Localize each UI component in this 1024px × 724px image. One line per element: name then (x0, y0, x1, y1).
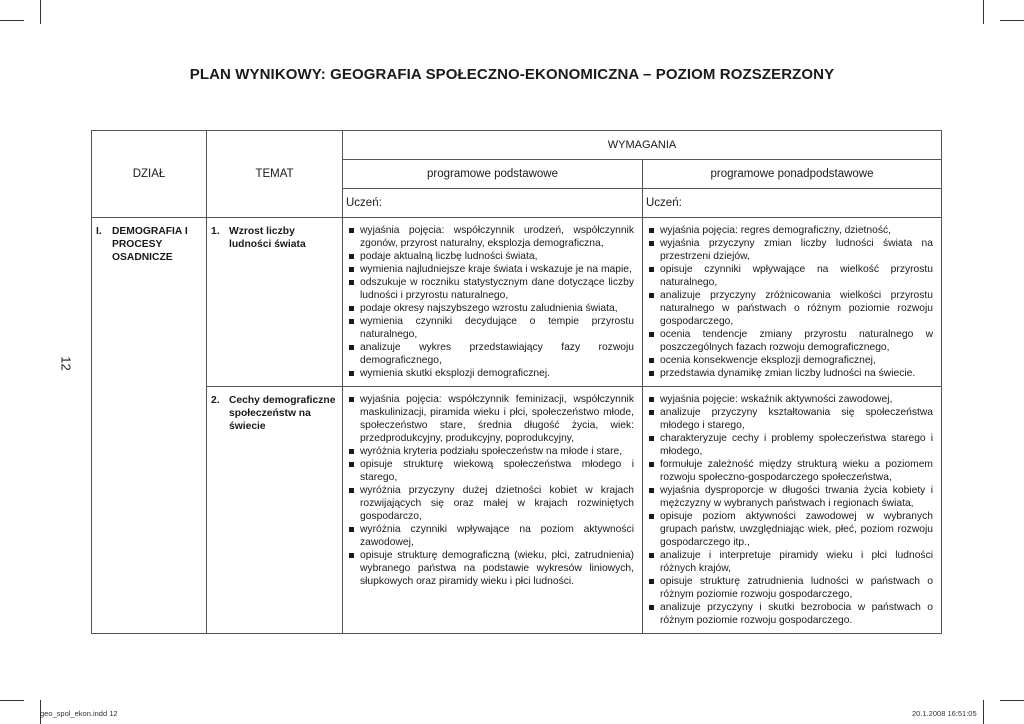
requirement-item: wyjaśnia pojęcia: regres demograficzny, dzietność, (647, 224, 933, 237)
requirement-item: formułuje zależność między strukturą wieku a poziomem rozwoju społeczno-gospodarczego społeczeństwa, (647, 458, 933, 484)
requirement-item: opisuje czynniki wpływające na wielkość przyrostu naturalnego, (647, 263, 933, 289)
table-row (92, 218, 942, 387)
requirement-item: analizuje wykres przedstawiający fazy rozwoju demograficznego, (347, 341, 634, 367)
requirement-item: wyjaśnia pojęcia: współczynnik urodzeń, współczynnik zgonów, przyrost naturalny, eksplozja demograficzna, (347, 224, 634, 250)
table-row (92, 387, 942, 634)
requirement-item: analizuje przyczyny i skutki bezrobocia w państwach o różnym poziomie rozwoju gospodarczego. (647, 601, 933, 627)
advanced-requirements-cell (643, 218, 942, 387)
requirement-item: opisuje strukturę zatrudnienia ludności w państwach o różnym poziomie rozwoju gospodarczego, (647, 575, 933, 601)
requirement-item: analizuje przyczyny kształtowania się społeczeństwa młodego i starego, (647, 406, 933, 432)
crop-mark (983, 0, 984, 24)
advanced-requirements-cell (643, 387, 942, 634)
crop-mark (40, 0, 41, 24)
basic-requirements-cell (343, 387, 643, 634)
header-advanced: programowe ponadpodstawowe (643, 160, 942, 189)
topic-cell (207, 218, 343, 387)
requirement-item: podaje aktualną liczbę ludności świata, (347, 250, 634, 263)
section-cell (92, 218, 207, 634)
crop-mark (0, 20, 24, 21)
header-uczen-advanced: Uczeń: (643, 189, 942, 218)
requirement-item: wymienia skutki eksplozji demograficznej. (347, 367, 634, 380)
header-basic: programowe podstawowe (343, 160, 643, 189)
requirement-item: odszukuje w roczniku statystycznym dane dotyczące liczby ludności i przyrostu naturalnego, (347, 276, 634, 302)
crop-mark (1000, 20, 1024, 21)
crop-mark (0, 700, 24, 701)
page-title: PLAN WYNIKOWY: GEOGRAFIA SPOŁECZNO-EKONOMICZNA – POZIOM ROZSZERZONY (189, 66, 835, 83)
requirement-item: opisuje poziom aktywności zawodowej w wybranych grupach państw, uwzględniając wiek, płeć, poziom rozwoju gospodarczego itp., (647, 510, 933, 549)
section-number: I. (96, 226, 102, 237)
requirement-item: wyjaśnia dysproporcje w długości trwania życia kobiety i mężczyzny w wybranych państwach i regionach świata, (647, 484, 933, 510)
requirement-item: analizuje i interpretuje piramidy wieku i płci ludności różnych krajów, (647, 549, 933, 575)
requirement-item: opisuje strukturę wiekową społeczeństwa młodego i starego, (347, 458, 634, 484)
requirement-item: wymienia czynniki decydujące o tempie przyrostu naturalnego, (347, 315, 634, 341)
requirements-list (347, 224, 634, 380)
topic-name: Cechy demograficzne społeczeństw na świecie (229, 395, 336, 432)
topic-cell (207, 387, 343, 634)
header-row (92, 131, 942, 160)
requirement-item: wymienia najludniejsze kraje świata i wskazuje je na mapie, (347, 263, 634, 276)
requirements-list (647, 224, 933, 380)
requirement-item: przedstawia dynamikę zmian liczby ludności na świecie. (647, 367, 933, 380)
header-uczen-basic: Uczeń: (343, 189, 643, 218)
header-temat: TEMAT (207, 131, 343, 218)
requirement-item: wyróżnia czynniki wpływające na poziom aktywności zawodowej, (347, 523, 634, 549)
section-name: DEMOGRAFIA I PROCESY OSADNICZE (112, 226, 188, 263)
requirement-item: podaje okresy najszybszego wzrostu zaludnienia świata, (347, 302, 634, 315)
requirement-item: opisuje strukturę demograficzną (wieku, płci, zatrudnienia) wybranego państwa na podstawie wykresów liniowych, słupkowych oraz piramidy wieku i płci ludności. (347, 549, 634, 588)
requirement-item: wyróżnia przyczyny dużej dzietności kobiet w krajach rozwijających się oraz małej w krajach rozwiniętych gospodarczo, (347, 484, 634, 523)
requirement-item: charakteryzuje cechy i problemy społeczeństwa starego i młodego, (647, 432, 933, 458)
header-wymagania: WYMAGANIA (343, 131, 942, 160)
header-dzial: DZIAŁ (92, 131, 207, 218)
topic-number: 2. (211, 395, 220, 406)
crop-mark (1000, 700, 1024, 701)
basic-requirements-cell (343, 218, 643, 387)
plan-table (91, 130, 942, 634)
requirement-item: wyjaśnia przyczyny zmian liczby ludności świata na przestrzeni dziejów, (647, 237, 933, 263)
requirement-item: analizuje przyczyny zróżnicowania wielkości przyrostu naturalnego w państwach o różnym poziomie rozwoju gospodarczego, (647, 289, 933, 328)
topic-number: 1. (211, 226, 220, 237)
requirement-item: ocenia konsekwencje eksplozji demograficznej, (647, 354, 933, 367)
requirement-item: wyjaśnia pojęcie: wskaźnik aktywności zawodowej, (647, 393, 933, 406)
requirements-list (347, 393, 634, 588)
requirement-item: ocenia tendencje zmiany przyrostu naturalnego w poszczególnych fazach rozwoju demograficznego, (647, 328, 933, 354)
crop-mark (983, 700, 984, 724)
footer-timestamp: 20.1.2008 16:51:05 (912, 709, 977, 718)
requirement-item: wyjaśnia pojęcia: współczynnik feminizacji, współczynnik maskulinizacji, piramida wieku i płci, społeczeństwo młode, społeczeństwo stare, średnia długość życia, wiek: przedprodukcyjny, produkcyjny, poprodukcyjny, (347, 393, 634, 445)
topic-name: Wzrost liczby ludności świata (229, 226, 306, 250)
footer-file-info: geo_spol_ekon.indd 12 (40, 709, 118, 718)
requirements-list (647, 393, 933, 627)
requirement-item: wyróżnia kryteria podziału społeczeństw na młode i stare, (347, 445, 634, 458)
page-number: 12 (58, 356, 74, 371)
